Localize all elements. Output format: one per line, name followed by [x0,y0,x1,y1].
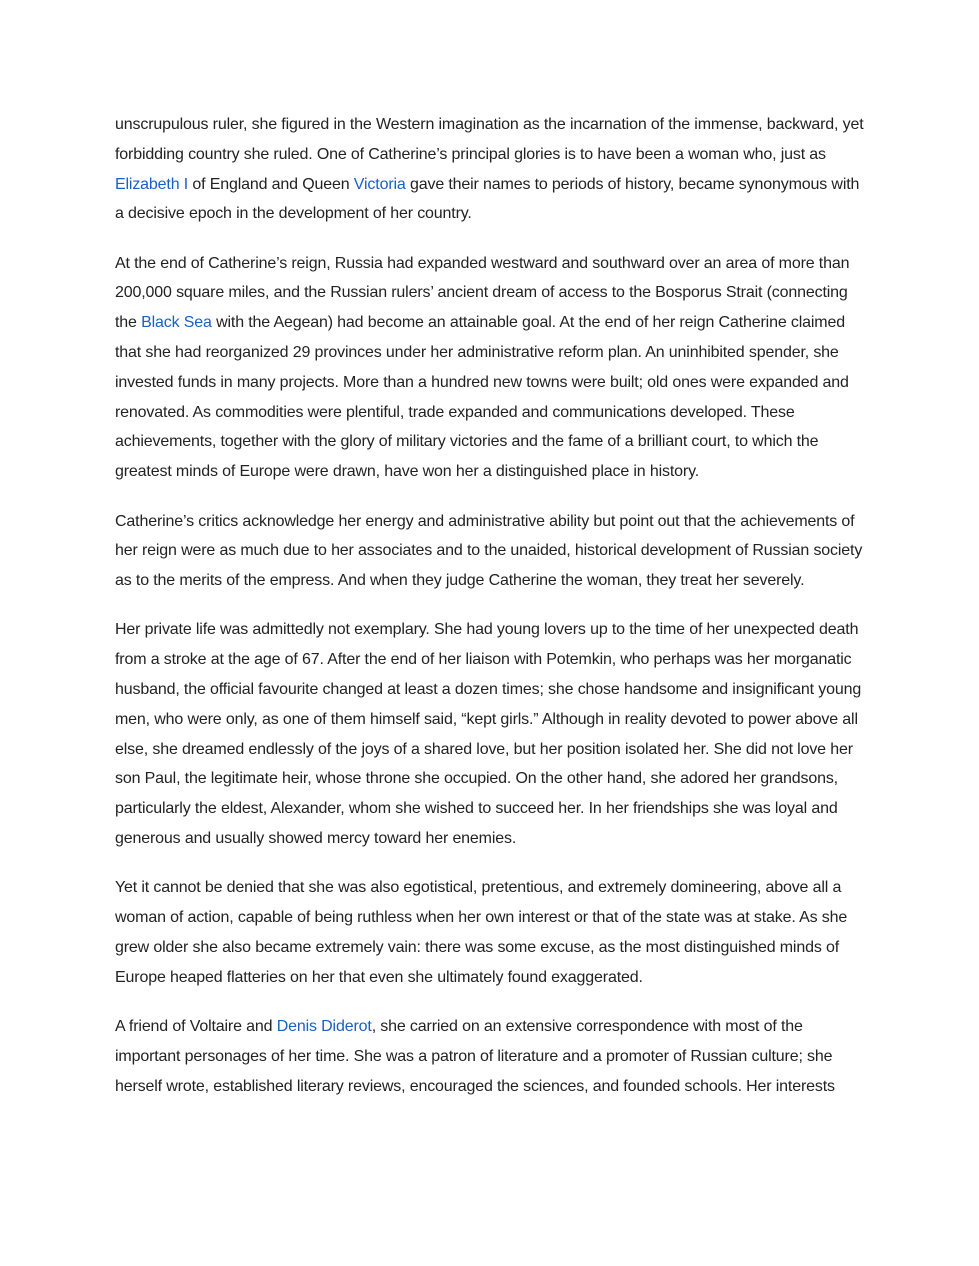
paragraph-critics: Catherine’s critics acknowledge her energy and administrative ability but point out that the achievements of her reign were as much due to her associates and to the unaided, historical development of Russian society as to the merits of the empress. And when they judge Catherine the woman, they treat her severely. [115,512,863,590]
paragraph-legacy [115,110,867,229]
paragraph-text: , she carried on an extensive correspondence with most of the important personages of her time. She was a patron of literature and a promoter of Russian culture; she herself wrote, established literary reviews, encouraged the sciences, and founded schools. Her interests [115,1018,835,1095]
paragraph-expansion [115,249,867,487]
paragraph-character: Yet it cannot be denied that she was also egotistical, pretentious, and extremely domineering, above all a woman of action, capable of being ruthless when her own interest or that of the state was at stake. As she grew older she also became extremely vain: there was some excuse, as the most distinguished minds of Europe heaped flatteries on her that even she ultimately found exaggerated. [115,879,848,986]
paragraph-text: At the end of Catherine’s reign, Russia had expanded westward and southward over an area of more than 200,000 square miles, and the Russian rulers’ ancient dream of access to the Bosporus Strait (connecting the [115,254,850,332]
paragraph-text: gave their names to periods of history, became synonymous with a decisive epoch in the development of her country. [115,175,860,223]
paragraph-text: A friend of Voltaire and [115,1018,277,1036]
article-body [115,110,867,1121]
link-victoria[interactable]: Victoria [353,175,406,193]
paragraph-text: unscrupulous ruler, she figured in the Western imagination as the incarnation of the immense, backward, yet forbidding country she ruled. One of Catherine’s principal glories is to have been a woman who, just as [115,116,864,163]
paragraph-patronage [115,1012,867,1101]
link-black-sea[interactable]: Black Sea [141,314,212,332]
paragraph-text: of England and Queen [188,175,354,193]
paragraph-private-life: Her private life was admittedly not exemplary. She had young lovers up to the time of her unexpected death from a stroke at the age of 67. After the end of her liaison with Potemkin, who perhaps was her morganatic husband, the official favourite changed at least a dozen times; she chose handsome and insignificant young men, who were only, as one of them himself said, “kept girls.” Although in reality devoted to power above all else, she dreamed endlessly of the joys of a shared love, but her position isolated her. She did not love her son Paul, the legitimate heir, whose throne she occupied. On the other hand, she adored her grandsons, particularly the eldest, Alexander, whom she wished to succeed her. In her friendships she was loyal and generous and usually showed mercy toward her enemies. [115,621,862,848]
link-denis-diderot[interactable]: Denis Diderot [276,1018,372,1036]
link-elizabeth-i[interactable]: Elizabeth I [115,175,189,193]
paragraph-text: with the Aegean) had become an attainable goal. At the end of her reign Catherine claimed that she had reorganized 29 provinces under her administrative reform plan. An uninhibited spender, she invested funds in many projects. More than a hundred new towns were built; old ones were expanded and renovated. As commodities were plentiful, trade expanded and communications developed. These achievements, together with the glory of military victories and the fame of a brilliant court, to which the greatest minds of Europe were drawn, have won her a distinguished place in history. [115,314,849,481]
